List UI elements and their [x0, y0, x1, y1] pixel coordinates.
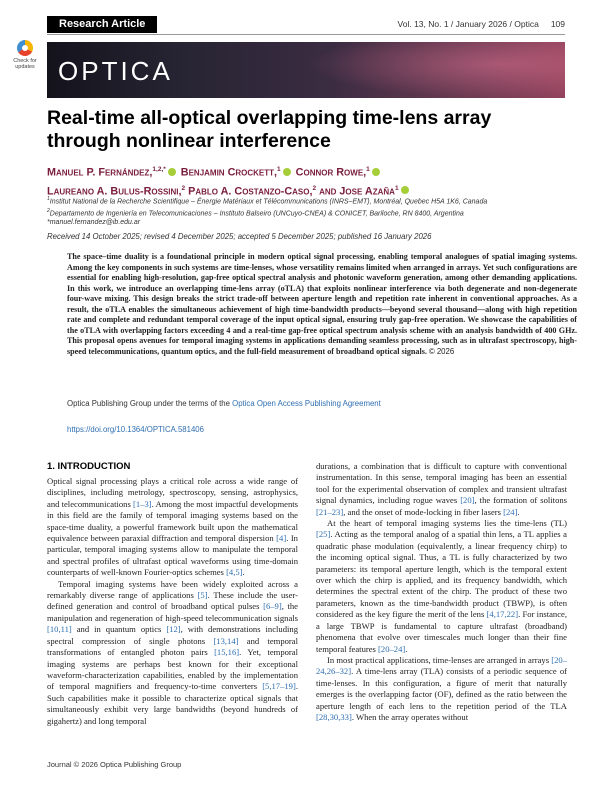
banner-glow: [305, 42, 565, 98]
author-name: Pablo A. Costanzo-Caso,: [188, 185, 313, 198]
body-text: . Acting as the temporal analog of a spatial thin lens, a TL applies a quadratic phase modulation (equivalently, a linear frequency chirp) to the incoming optical signal. Thus, a TL is fully characterized by two parameters: its temporal aperture length, which is the temporal extent over which the chirp is applied, and its frequency bandwidth, which determines the spectral extent of the chirp. The product of these two parameters, known as the time-bandwidth product (TBWP), is often considered as the key figure the merit of the lens: [316, 529, 567, 620]
abstract-text: The space–time duality is a foundational principle in modern optical signal processing, enabling temporal analogues of spatial imaging systems. Among the key components in such systems are time-lenses, whose versatility remains limited when arranged in arrays. Yet such configurations are essential for enabling high-resolution, gap-free optical spectral analysis and photonic waveform generation, among other demanding applications. In this work, we introduce an overlapping time-lens array (oTLA) that exploits nonlinear interference via both degenerate and non-degenerate four-wave mixing. This design breaks the strict trade-off between aperture length and repetition rate inherent in conventional approaches. As a result, the oTLA enables the simultaneous achievement of high time-bandwidth products—beyond several thousand—along with high repetition rate and complete and redundant temporal coverage of the input optical signal, ensuring truly gap-free operation. We showcase the capabilities of the oTLA with overlapping factors exceeding 4 and a real-time gap-free optical spectrum analysis scheme with an analysis bandwidth of 400 GHz. This proposal opens avenues for temporal imaging systems in applications demanding seamless processing, such as in ultrafast spectroscopy, high-speed telecommunications, quantum optics, and the full-field measurement of broadband optical signals.: [67, 252, 577, 356]
check-updates-line2: updates: [15, 64, 35, 70]
author-affil-sup: 1,2,*: [152, 166, 166, 173]
paragraph: [47, 579, 298, 727]
article-title: Real-time all-optical overlapping time-lens array through nonlinear interference: [47, 107, 492, 152]
body-text: . For instance, a large TBWP is fundamental to capture ultrafast (broadband) phenomena that evolve over timescales much longer than their fine temporal features: [316, 609, 567, 654]
citation-link[interactable]: [13,14]: [213, 635, 239, 646]
page-number: 109: [550, 19, 565, 29]
orcid-icon[interactable]: [372, 168, 380, 176]
citation-link[interactable]: [5,17–19]: [262, 681, 296, 692]
body-text: .: [517, 506, 520, 517]
publication-history: Received 14 October 2025; revised 4 December 2025; accepted 5 December 2025; published 16 January 2026: [47, 232, 432, 241]
citation-link[interactable]: [28,30,33]: [316, 711, 352, 722]
affiliation-2: $^2$Departamento de Ingeniería en Telecomunicaciones – Instituto Balseiro (UNCuyo-CNEA) & CONICET, Bariloche, RN 8400, Argentina: [47, 207, 464, 217]
license-link[interactable]: Optica Open Access Publishing Agreement: [232, 399, 381, 408]
author-name: and Jose Azaña: [319, 185, 395, 198]
author-name: Benjamin Crockett,: [180, 166, 278, 179]
citation-link[interactable]: [4,17,22]: [486, 609, 519, 620]
body-text: . Such capabilities make it possible to characterize optical signals that simultaneously exhibit very large bandwidths (beyond hundreds of gigahertz) and long temporal: [47, 681, 298, 726]
citation-link[interactable]: [10,11]: [47, 624, 72, 635]
journal-info: Vol. 13, No. 1 / January 2026 / Optica: [397, 19, 539, 29]
body-text: durations, a combination that is difficult to capture with conventional instrumentation. In this sense, temporal imaging has been an essential tool for the experimental observation of complex and transient ultrafast signal dynamics, including rogue waves: [316, 461, 567, 506]
citation-link[interactable]: [24]: [503, 506, 518, 517]
license-prefix: Optica Publishing Group under the terms of the: [67, 399, 233, 408]
doi-link[interactable]: https://doi.org/10.1364/OPTICA.581406: [67, 425, 204, 434]
body-text: , and the onset of mode-locking in fiber lasers: [343, 506, 504, 517]
page-footer: Journal © 2026 Optica Publishing Group: [47, 760, 182, 769]
author-name: Laureano A. Bulus-Rossini,: [47, 185, 182, 198]
body-text: . Among the most impactful developments in this field are the family of temporal imaging systems based on the space-time duality, a powerful framework built upon the mathematical equivalence between paraxial diffraction and temporal dispersion: [47, 498, 298, 544]
journal-logo: OPTICA: [58, 56, 173, 86]
body-text: In most practical applications, time-lenses are arranged in arrays: [327, 654, 552, 665]
author-name: Connor Rowe,: [295, 166, 367, 179]
author-affil-sup: 2: [181, 184, 186, 192]
author-affil-sup: 1: [277, 166, 281, 173]
citation-link[interactable]: [20–24,26–32]: [316, 654, 567, 677]
body-text: . A time-lens array (TLA) consists of a periodic sequence of time-lenses. In this configuration, a figure of merit that naturally emerges is the overlapping factor (OF), defined as the ratio between the aperture length of each lens to the repetition period of the TLA: [316, 666, 567, 711]
citation-link[interactable]: [25]: [316, 529, 331, 540]
journal-meta: [398, 16, 565, 33]
body-text: Temporal imaging systems have been widely exploited across a remarkably diverse range of applications: [47, 578, 298, 601]
check-for-updates-badge[interactable]: [10, 40, 40, 70]
body-text: , the formation of solitons: [474, 495, 568, 506]
corresponding-email[interactable]: *manuel.fernandez@ib.edu.ar: [47, 219, 141, 227]
journal-banner: [47, 42, 565, 98]
body-text: .: [405, 643, 408, 654]
affiliation-1: $^1$Institut National de la Recherche Scientifique – Énergie Matériaux et Télécommunications (INRS–EMT), Montréal, Quebec H5A 1K6, Canada: [47, 196, 488, 206]
author-name: Manuel P. Fernández,: [47, 166, 153, 179]
abstract: [67, 252, 577, 357]
orcid-icon[interactable]: [401, 186, 409, 194]
citation-link[interactable]: [4]: [276, 533, 287, 544]
citation-link[interactable]: [1–3]: [133, 498, 152, 509]
body-text: , the manipulation and regeneration of high-speed telecommunication signals: [47, 601, 298, 623]
body-text: and in quantum optics: [71, 624, 167, 635]
body-text: Optical signal processing plays a critical role across a wide range of disciplines, including metrology, spectroscopy, sensing, astrophysics, and telecommunications: [47, 476, 298, 509]
author-list: [47, 162, 567, 199]
citation-link[interactable]: [21–23]: [316, 506, 344, 517]
paragraph: [47, 476, 298, 579]
citation-link[interactable]: [15,16]: [214, 647, 240, 658]
affiliations: [47, 195, 567, 228]
citation-link[interactable]: [20–24]: [378, 643, 406, 654]
citation-link[interactable]: [6–9]: [263, 601, 282, 612]
body-text: At the heart of temporal imaging systems lies the time-lens (TL): [327, 518, 567, 529]
citation-link[interactable]: [20]: [460, 495, 475, 506]
paragraph: [316, 655, 567, 723]
license-line: [67, 399, 381, 408]
citation-link[interactable]: [12]: [166, 624, 181, 635]
orcid-icon[interactable]: [283, 168, 291, 176]
body-text: .: [242, 567, 245, 578]
check-updates-line1: Check for: [13, 58, 37, 64]
author-affil-sup: 1: [394, 184, 399, 192]
author-affil-sup: 1: [366, 166, 370, 173]
citation-link[interactable]: [5]: [197, 590, 208, 601]
citation-link[interactable]: [4,5]: [226, 567, 243, 578]
body-text: . In particular, temporal imaging systems allow to manipulate the temporal and spectral profiles of ultrafast optical waveforms using time-domain counterparts of well-known Fourier-optics schemes: [47, 533, 298, 578]
body-text: . Yet, temporal imaging systems are perhaps best known for their exceptional waveform-characterization capabilities, enabled by the implementation of temporal magnifiers and frequency-to-time converters: [47, 647, 298, 692]
body-column-left: [47, 476, 298, 727]
body-text: and temporal transformations of entangled photon pairs: [47, 635, 298, 658]
paragraph: [316, 461, 567, 518]
journal-header: [47, 16, 565, 35]
article-type-tag: Research Article: [47, 16, 157, 33]
doi-line: [67, 425, 204, 434]
body-column-right: [316, 461, 567, 723]
copyright-short: © 2026: [428, 346, 455, 356]
orcid-icon[interactable]: [168, 168, 176, 176]
author-affil-sup: 2: [312, 184, 317, 192]
section-heading: 1. INTRODUCTION: [47, 461, 131, 472]
body-text: , with demonstrations including spectral compression of single photons: [47, 624, 298, 646]
paragraph: [316, 518, 567, 655]
check-updates-icon: [17, 40, 33, 56]
body-text: . These include the user-defined generation and control of broadband optical pulses: [47, 590, 298, 612]
body-text: . When the array operates without: [351, 711, 469, 722]
